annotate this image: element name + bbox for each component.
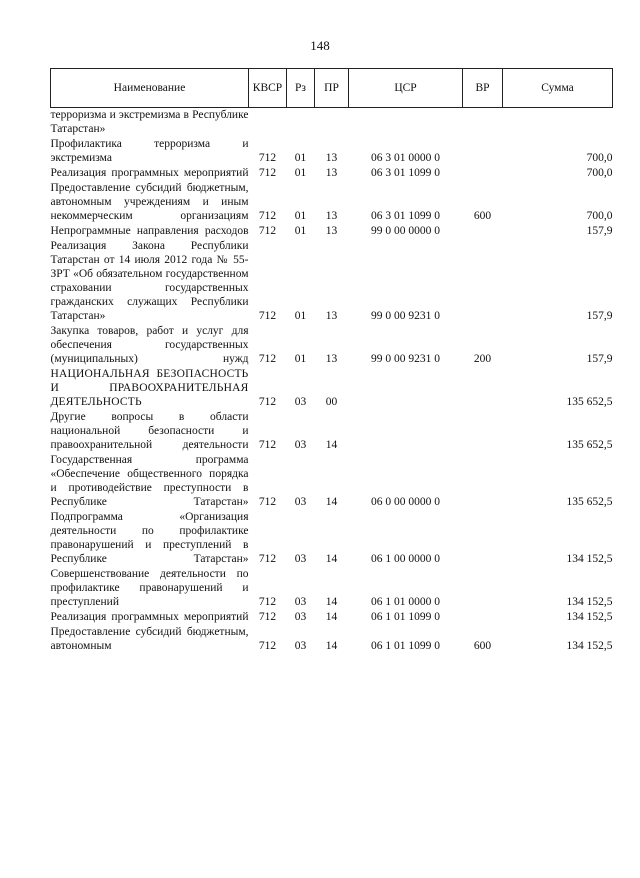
cell-name: Государственная программа «Обеспечение общественного порядка и противодействие преступности в Республике Татарстан» <box>50 454 249 508</box>
cell-csr: 06 3 01 1099 0 <box>371 167 440 179</box>
header-name: Наименование <box>51 69 249 108</box>
cell-pr: 14 <box>325 611 338 623</box>
cell-rz: 01 <box>294 310 307 322</box>
cell-pr: 13 <box>325 210 338 222</box>
cell-csr: 06 1 00 0000 0 <box>371 553 440 565</box>
table-row <box>51 108 613 138</box>
cell-pr: 14 <box>325 496 338 508</box>
cell-csr: 99 0 00 9231 0 <box>371 353 440 365</box>
cell-pr: 14 <box>325 640 338 652</box>
cell-csr: 06 1 01 0000 0 <box>371 596 440 608</box>
cell-sum: 157,9 <box>586 353 613 365</box>
cell-vr <box>463 239 503 324</box>
cell-vr: 200 <box>473 353 492 365</box>
cell-pr: 14 <box>325 596 338 608</box>
table-header-row <box>51 69 613 108</box>
table-row <box>51 181 613 224</box>
cell-vr <box>463 567 503 610</box>
header-csr: ЦСР <box>349 69 463 108</box>
cell-name: терроризма и экстремизма в Республике Татарстан» <box>50 109 249 135</box>
table-row <box>51 453 613 510</box>
cell-name: Реализация Закона Республики Татарстан от 14 июля 2012 года № 55-ЗРТ «Об обязательном государственном страховании государственных гражданских служащих Республики Татарстан» <box>50 240 249 322</box>
cell-pr: 14 <box>325 439 338 451</box>
cell-csr: 06 1 01 1099 0 <box>371 640 440 652</box>
cell-kvsr: 712 <box>258 152 277 164</box>
cell-vr <box>463 610 503 625</box>
cell-csr <box>349 410 463 453</box>
cell-vr <box>463 137 503 166</box>
cell-pr: 13 <box>325 225 338 237</box>
cell-name: Подпрограмма «Организация деятельности по профилактике правонарушений и преступлений в Республике Татарстан» <box>50 511 249 565</box>
cell-kvsr: 712 <box>258 439 277 451</box>
cell-vr <box>463 166 503 181</box>
cell-name: Другие вопросы в области национальной безопасности и правоохранительной деятельности <box>50 411 249 451</box>
cell-kvsr: 712 <box>258 310 277 322</box>
cell-vr <box>463 410 503 453</box>
cell-rz: 03 <box>294 439 307 451</box>
table-row <box>51 610 613 625</box>
cell-kvsr <box>249 108 287 138</box>
cell-kvsr: 712 <box>258 353 277 365</box>
table-row <box>51 239 613 324</box>
cell-sum: 700,0 <box>586 152 613 164</box>
cell-sum: 700,0 <box>586 167 613 179</box>
header-pr: ПР <box>315 69 349 108</box>
cell-kvsr: 712 <box>258 496 277 508</box>
cell-rz: 03 <box>294 596 307 608</box>
cell-kvsr: 712 <box>258 210 277 222</box>
cell-sum: 134 152,5 <box>566 553 613 565</box>
cell-kvsr: 712 <box>258 596 277 608</box>
cell-csr: 06 3 01 0000 0 <box>371 152 440 164</box>
cell-kvsr: 712 <box>258 611 277 623</box>
cell-name: Профилактика терроризма и экстремизма <box>50 138 249 164</box>
table-row <box>51 367 613 410</box>
cell-rz: 01 <box>294 353 307 365</box>
cell-pr: 13 <box>325 152 338 164</box>
cell-rz: 03 <box>294 553 307 565</box>
cell-sum: 157,9 <box>586 310 613 322</box>
cell-sum: 135 652,5 <box>566 396 613 408</box>
cell-csr <box>349 108 463 138</box>
cell-csr: 99 0 00 0000 0 <box>371 225 440 237</box>
cell-kvsr: 712 <box>258 167 277 179</box>
cell-name: Реализация программных мероприятий <box>50 167 249 179</box>
table-row <box>51 567 613 610</box>
cell-sum: 135 652,5 <box>566 439 613 451</box>
cell-vr: 600 <box>473 640 492 652</box>
cell-rz: 01 <box>294 210 307 222</box>
cell-csr: 06 1 01 1099 0 <box>371 611 440 623</box>
table-row <box>51 137 613 166</box>
cell-csr: 06 0 00 0000 0 <box>371 496 440 508</box>
cell-sum: 134 152,5 <box>566 640 613 652</box>
header-rz: Рз <box>287 69 315 108</box>
cell-name: Закупка товаров, работ и услуг для обеспечения государственных (муниципальных) нужд <box>50 325 249 365</box>
cell-name: Предоставление субсидий бюджетным, автономным <box>50 626 249 652</box>
cell-sum <box>503 108 613 138</box>
cell-csr <box>349 367 463 410</box>
cell-pr: 14 <box>325 553 338 565</box>
cell-vr <box>463 367 503 410</box>
cell-rz: 03 <box>294 640 307 652</box>
cell-pr: 13 <box>325 310 338 322</box>
table-row <box>51 625 613 654</box>
cell-rz: 01 <box>294 225 307 237</box>
cell-name: Реализация программных мероприятий <box>50 611 249 623</box>
cell-rz: 03 <box>294 496 307 508</box>
cell-name: НАЦИОНАЛЬНАЯ БЕЗОПАСНОСТЬ И ПРАВООХРАНИТЕЛЬНАЯ ДЕЯТЕЛЬНОСТЬ <box>50 368 249 408</box>
cell-pr <box>315 108 349 138</box>
page-number: 148 <box>310 38 330 53</box>
table-row <box>51 224 613 239</box>
cell-pr: 00 <box>325 396 338 408</box>
cell-sum: 157,9 <box>586 225 613 237</box>
cell-kvsr: 712 <box>258 396 277 408</box>
cell-rz: 03 <box>294 611 307 623</box>
budget-table <box>50 68 613 654</box>
cell-vr <box>463 224 503 239</box>
cell-pr: 13 <box>325 167 338 179</box>
cell-csr: 06 3 01 1099 0 <box>371 210 440 222</box>
cell-sum: 134 152,5 <box>566 596 613 608</box>
cell-sum: 135 652,5 <box>566 496 613 508</box>
cell-vr <box>463 510 503 567</box>
cell-pr: 13 <box>325 353 338 365</box>
cell-name: Непрограммные направления расходов <box>50 225 249 237</box>
table-row <box>51 510 613 567</box>
cell-kvsr: 712 <box>258 225 277 237</box>
table-row <box>51 324 613 367</box>
cell-rz: 01 <box>294 167 307 179</box>
cell-rz: 03 <box>294 396 307 408</box>
table-row <box>51 166 613 181</box>
cell-sum: 700,0 <box>586 210 613 222</box>
header-vr: ВР <box>463 69 503 108</box>
header-sum: Сумма <box>503 69 613 108</box>
header-kvsr: КВСР <box>249 69 287 108</box>
cell-kvsr: 712 <box>258 553 277 565</box>
table-row <box>51 410 613 453</box>
cell-csr: 99 0 00 9231 0 <box>371 310 440 322</box>
cell-name: Совершенствование деятельности по профилактике правонарушений и преступлений <box>50 568 249 608</box>
cell-rz <box>287 108 315 138</box>
cell-rz: 01 <box>294 152 307 164</box>
cell-name: Предоставление субсидий бюджетным, автономным учреждениям и иным некоммерческим организациям <box>50 182 249 222</box>
cell-vr <box>463 453 503 510</box>
cell-kvsr: 712 <box>258 640 277 652</box>
cell-vr: 600 <box>473 210 492 222</box>
cell-vr <box>463 108 503 138</box>
cell-sum: 134 152,5 <box>566 611 613 623</box>
